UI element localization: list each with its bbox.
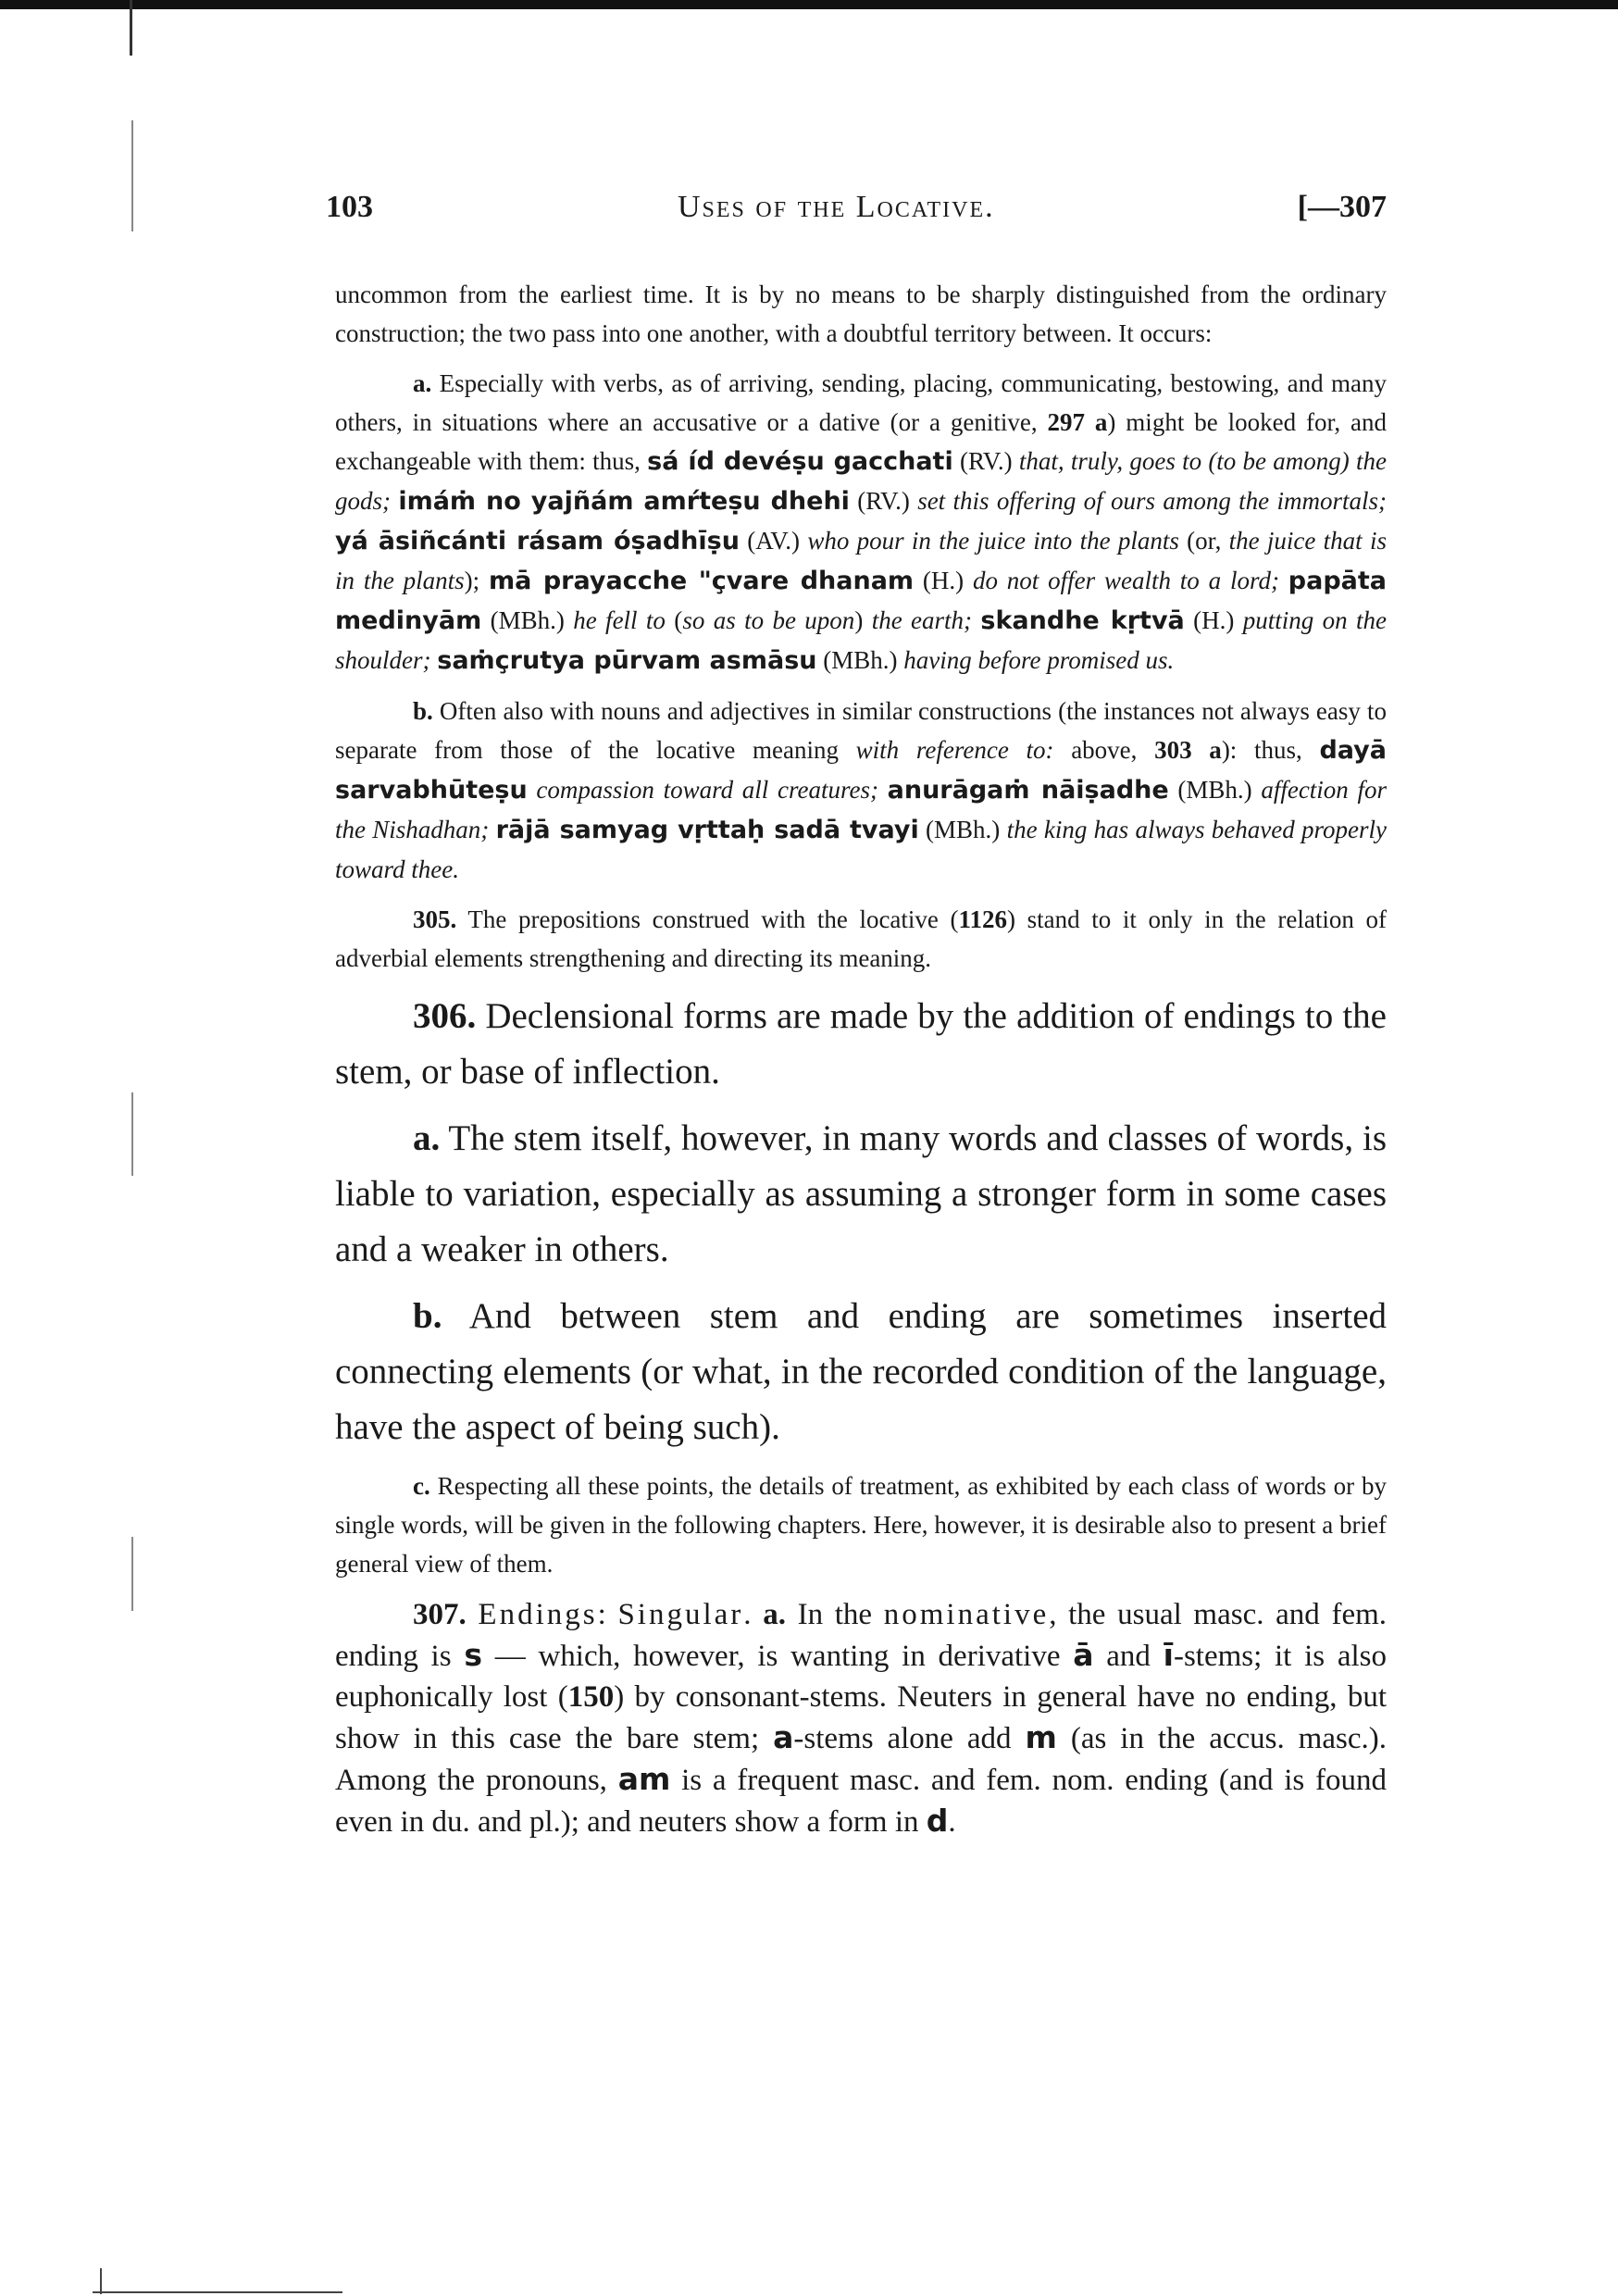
translation-text: he fell to bbox=[573, 606, 666, 634]
sanskrit-term: yá āsiñcánti rásam óṣadhīṣu bbox=[335, 527, 740, 555]
text-run: (RV.) bbox=[952, 447, 1019, 475]
paragraph bbox=[335, 1111, 1387, 1278]
text-run: — which, however, is wanting in derivative bbox=[481, 1640, 1074, 1673]
translation-text: who pour in the juice into the plants bbox=[807, 527, 1179, 555]
text-run: (AV.) bbox=[739, 527, 808, 555]
text-run: Declensional forms are made by the addition of endings to the stem, or base of inflection. bbox=[335, 996, 1387, 1092]
text-run bbox=[528, 776, 537, 804]
paragraph bbox=[335, 1289, 1387, 1455]
text-run: ) stand to it only in the relation of adverbial elements strengthening and directing its meaning. bbox=[335, 905, 1387, 972]
sanskrit-term: anurāgaṁ nāiṣadhe bbox=[887, 776, 1169, 805]
sanskrit-term: d bbox=[926, 1803, 949, 1839]
section-reference: [—307 bbox=[1297, 190, 1387, 224]
translation-text: having before promised us. bbox=[903, 646, 1175, 674]
reference-number: 1126 bbox=[958, 905, 1008, 933]
translation-text: the king has always behaved properly toward thee. bbox=[335, 816, 1388, 883]
text-run: Endings bbox=[478, 1598, 598, 1631]
sanskrit-term: mā prayacche "çvare dhanam bbox=[489, 567, 915, 595]
binding-edge-dots bbox=[131, 120, 133, 231]
sanskrit-term: dayā sarvabhūteṣu bbox=[335, 736, 1387, 805]
text-run: . bbox=[743, 1598, 764, 1631]
reference-number: 306. bbox=[413, 996, 477, 1036]
reference-number: a. bbox=[763, 1598, 786, 1631]
sanskrit-term: saṁçrutya pūrvam asmāsu bbox=[437, 646, 817, 675]
bottom-corner-mark bbox=[100, 2268, 102, 2294]
text-run: Especially with verbs, as of arriving, sending, placing, communicating, bestowing, and many others, in situations where an accusative or a dative (or a genitive, bbox=[335, 369, 1387, 436]
reference-number: 305. bbox=[413, 905, 457, 933]
text-run bbox=[489, 816, 495, 843]
translation-text: the juice that is in the plants bbox=[335, 527, 1387, 594]
reference-number: 297 a bbox=[1047, 408, 1108, 436]
text-run: ( bbox=[665, 606, 683, 634]
paragraph bbox=[335, 1594, 1387, 1842]
text-run: above, bbox=[1053, 736, 1155, 764]
text-run: And between stem and ending are sometimes inserted connecting elements (or what, in the recorded condition of the language, have the aspect of being such). bbox=[335, 1296, 1387, 1447]
sanskrit-term: ā bbox=[1073, 1637, 1094, 1673]
sanskrit-term: m bbox=[1025, 1719, 1057, 1755]
text-run: (MBh.) bbox=[1168, 776, 1262, 804]
text-run: uncommon from the earliest time. It is by no means to be sharply distinguished from the ordinary construction; the two pass into one another, with a doubtful territory between. It occurs: bbox=[335, 281, 1387, 347]
sanskrit-term: a bbox=[773, 1719, 794, 1755]
text-run: : bbox=[597, 1598, 618, 1631]
text-run: (H.) bbox=[914, 567, 973, 594]
reference-number: a. bbox=[413, 1118, 441, 1158]
text-run: -stems alone add bbox=[793, 1722, 1026, 1755]
translation-text: with reference to: bbox=[855, 736, 1054, 764]
text-run: ); bbox=[464, 567, 489, 594]
sanskrit-term: papāta medinyām bbox=[335, 567, 1388, 635]
text-run bbox=[878, 776, 888, 804]
bottom-rule bbox=[93, 2291, 342, 2293]
text-run: . bbox=[948, 1805, 956, 1839]
binding-edge-mark bbox=[130, 0, 132, 56]
text-run: (MBh.) bbox=[481, 606, 574, 634]
sanskrit-term: s bbox=[464, 1637, 482, 1673]
running-header bbox=[326, 190, 1387, 236]
text-run: is a frequent masc. and fem. nom. ending (and is found even in du. and pl.); and neuters show a form in bbox=[335, 1764, 1387, 1839]
text-run: Often also with nouns and adjectives in similar constructions (the instances not always easy to separate from those of the locative meaning bbox=[335, 697, 1387, 764]
text-run: -stems; it is also euphonically lost ( bbox=[335, 1640, 1387, 1714]
reference-number: c. bbox=[413, 1472, 430, 1500]
text-run: ) bbox=[854, 606, 872, 634]
paragraph bbox=[335, 900, 1387, 978]
text-run: ) by consonant-stems. Neuters in general have no ending, but show in this case the bare stem; bbox=[335, 1680, 1387, 1755]
text-run: (as in the accus. masc.). Among the pronouns, bbox=[335, 1722, 1387, 1797]
text-run: (MBh.) bbox=[918, 816, 1007, 843]
translation-text: so as to be upon bbox=[682, 606, 855, 634]
paragraph bbox=[335, 1466, 1387, 1583]
reference-number: a. bbox=[413, 369, 432, 397]
reference-number: b. bbox=[413, 1296, 442, 1336]
page-body bbox=[335, 275, 1387, 1853]
running-title: Uses of the Locative. bbox=[678, 190, 995, 224]
text-run bbox=[972, 606, 980, 634]
paragraph bbox=[335, 275, 1387, 353]
sanskrit-term: rājā samyag vṛttaḥ sadā tvayi bbox=[495, 816, 919, 844]
page-number: 103 bbox=[326, 190, 373, 224]
text-run: ): thus, bbox=[1221, 736, 1320, 764]
sanskrit-term: ī bbox=[1163, 1637, 1174, 1673]
translation-text: set this offering of ours among the immortals; bbox=[917, 487, 1387, 515]
text-run: nominative bbox=[883, 1598, 1050, 1631]
text-run: Respecting all these points, the details of treatment, as exhibited by each class of words or by single words, will be given in the following chapters. Here, however, it is desirable also to present a brief general view of them. bbox=[335, 1472, 1387, 1578]
translation-text: that, truly, goes to (to be among) the gods; bbox=[335, 447, 1388, 515]
reference-number: 303 a bbox=[1154, 736, 1222, 764]
text-run: (RV.) bbox=[849, 487, 918, 515]
text-run: ) might be looked for, and exchangeable with them: thus, bbox=[335, 408, 1388, 475]
text-run: and bbox=[1093, 1640, 1164, 1673]
text-run: The prepositions construed with the locative ( bbox=[456, 905, 959, 933]
text-run bbox=[1279, 567, 1288, 594]
text-run: Singular bbox=[617, 1598, 744, 1631]
paragraph bbox=[335, 692, 1387, 889]
sanskrit-term: skandhe kṛtvā bbox=[980, 606, 1185, 635]
text-run: , the usual masc. and fem. ending is bbox=[335, 1598, 1388, 1673]
translation-text: affection for the Nishadhan; bbox=[335, 776, 1387, 843]
translation-text: do not offer wealth to a lord; bbox=[972, 567, 1279, 594]
reference-number: b. bbox=[413, 697, 433, 725]
page-top-border bbox=[0, 0, 1618, 9]
binding-edge-dots bbox=[131, 1092, 133, 1176]
reference-number: 307. bbox=[413, 1598, 467, 1631]
reference-number: 150 bbox=[567, 1680, 615, 1714]
text-run: (MBh.) bbox=[816, 646, 904, 674]
paragraph bbox=[335, 364, 1387, 680]
paragraph bbox=[335, 989, 1387, 1100]
sanskrit-term: am bbox=[617, 1761, 671, 1797]
binding-edge-dots bbox=[131, 1537, 133, 1611]
text-run: (H.) bbox=[1184, 606, 1243, 634]
sanskrit-term: sá íd devéṣu gacchati bbox=[647, 447, 953, 476]
text-run: In the bbox=[785, 1598, 884, 1631]
translation-text: compassion toward all creatures; bbox=[536, 776, 878, 804]
text-run: The stem itself, however, in many words and classes of words, is liable to variation, especially as assuming a stronger form in some cases and a weaker in others. bbox=[335, 1118, 1387, 1269]
text-run: (or, bbox=[1178, 527, 1229, 555]
text-run bbox=[467, 1598, 479, 1631]
translation-text: the earth; bbox=[871, 606, 973, 634]
sanskrit-term: imáṁ no yajñám amŕteṣu dhehi bbox=[398, 487, 850, 516]
translation-text: putting on the shoulder; bbox=[335, 606, 1387, 674]
